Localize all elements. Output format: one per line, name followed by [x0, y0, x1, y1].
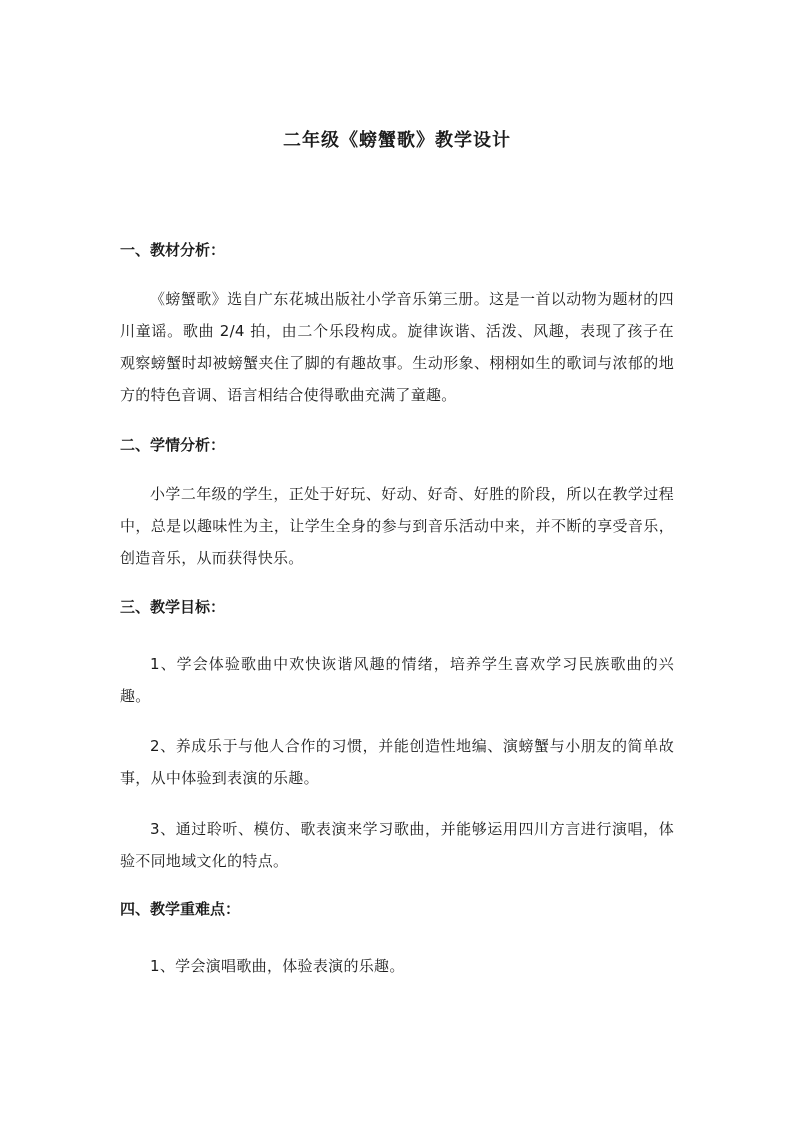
- section-heading-goals: 三、教学目标：: [120, 598, 226, 616]
- paragraph-goal-1: 1、学会体验歌曲中欢快诙谐风趣的情绪，培养学生喜欢学习民族歌曲的兴趣。: [120, 655, 674, 705]
- paragraph-materials-analysis: 《螃蟹歌》选自广东花城出版社小学音乐第三册。这是一首以动物为题材的四川童谣。歌曲 2/4 拍，由二个乐段构成。旋律诙谐、活泼、风趣，表现了孩子在观察螃蟹时却被螃蟹夹住了脚的有趣故事。生动形象、栩栩如生的歌词与浓郁的地方的特色音调、语言相结合使得歌曲充满了童趣。: [120, 290, 674, 404]
- paragraph-goal-2: 2、养成乐于与他人合作的习惯，并能创造性地编、演螃蟹与小朋友的简单故事，从中体验到表演的乐趣。: [120, 737, 674, 787]
- paragraph-goal-3: 3、通过聆听、模仿、歌表演来学习歌曲，并能够运用四川方言进行演唱，体验不同地域文化的特点。: [120, 820, 674, 870]
- paragraph-key-point-1: 1、学会演唱歌曲，体验表演的乐趣。: [150, 957, 405, 975]
- section-heading-materials: 一、教材分析：: [120, 241, 226, 259]
- section-heading-key-points: 四、教学重难点：: [120, 900, 241, 918]
- paragraph-students-analysis: 小学二年级的学生，正处于好玩、好动、好奇、好胜的阶段，所以在教学过程中，总是以趣味性为主，让学生全身的参与到音乐活动中来，并不断的享受音乐，创造音乐，从而获得快乐。: [120, 485, 674, 567]
- section-heading-students: 二、学情分析：: [120, 436, 226, 454]
- document-title: 二年级《螃蟹歌》教学设计: [283, 130, 511, 151]
